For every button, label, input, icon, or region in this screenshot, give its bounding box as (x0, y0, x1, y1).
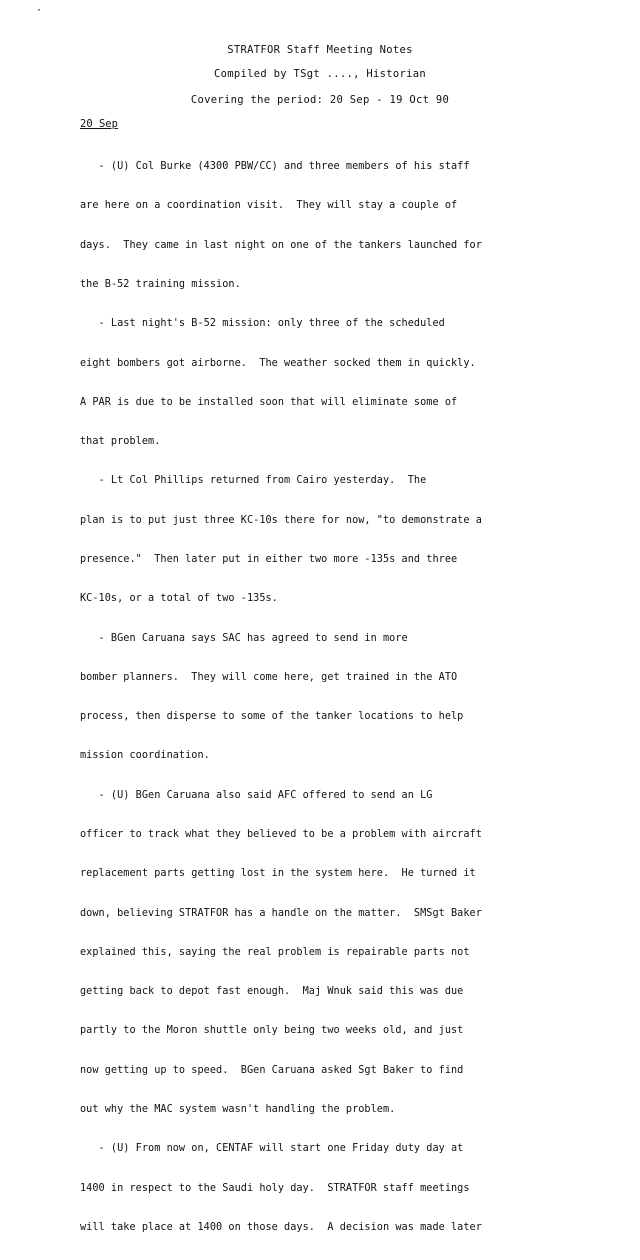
text-line: replacement parts getting lost in the system here. He turned it (80, 868, 476, 880)
corner-mark: · (36, 5, 43, 16)
document-title: STRATFOR Staff Meeting Notes (227, 44, 413, 56)
text-line: now getting up to speed. BGen Caruana asked Sgt Baker to find (80, 1064, 464, 1076)
text-line: process, then disperse to some of the tanker locations to help (80, 711, 464, 723)
text-line: down, believing STRATFOR has a handle on the matter. SMSgt Baker (80, 907, 482, 919)
text-line: - (U) From now on, CENTAF will start one Friday duty day at (80, 1143, 464, 1155)
text-line: plan is to put just three KC-10s there for now, "to demonstrate a (80, 514, 482, 526)
text-line: out why the MAC system wasn't handling the problem. (80, 1103, 396, 1115)
text-line: mission coordination. (80, 750, 210, 762)
text-line: presence." Then later put in either two more -135s and three (80, 554, 458, 565)
text-line: - BGen Caruana says SAC has agreed to send in more (80, 632, 408, 644)
text-line: - (U) Col Burke (4300 PBW/CC) and three members of his staff (80, 161, 470, 173)
text-line: that problem. (80, 436, 161, 448)
text-line: officer to track what they believed to be a problem with aircraft (80, 828, 482, 840)
text-line: - Last night's B-52 mission: only three of the scheduled (80, 318, 445, 330)
text-line: - Lt Col Phillips returned from Cairo yesterday. The (80, 475, 427, 487)
text-line: KC-10s, or a total of two -135s. (80, 593, 278, 605)
text-line: the B-52 training mission. (80, 279, 241, 291)
text-line: bomber planners. They will come here, get trained in the ATO (80, 671, 458, 683)
compiled-by-line: Compiled by TSgt ...., Historian (214, 68, 426, 80)
text-line: days. They came in last night on one of the tankers launched for (80, 239, 482, 251)
text-line: eight bombers got airborne. The weather socked them in quickly. (80, 357, 476, 369)
meeting-notes-body (80, 134, 640, 1260)
covering-period-line: Covering the period: 20 Sep - 19 Oct 90 (190, 94, 450, 106)
text-line: getting back to depot fast enough. Maj Wnuk said this was due (80, 986, 464, 998)
text-line: will take place at 1400 on those days. A decision was made later (80, 1221, 482, 1233)
text-line: 1400 in respect to the Saudi holy day. STRATFOR staff meetings (80, 1182, 470, 1194)
text-line: A PAR is due to be installed soon that will eliminate some of (80, 396, 458, 408)
text-line: partly to the Moron shuttle only being two weeks old, and just (80, 1025, 464, 1037)
section-heading-date: 20 Sep (80, 118, 118, 130)
text-line: are here on a coordination visit. They will stay a couple of (80, 200, 458, 212)
text-line: - (U) BGen Caruana also said AFC offered to send an LG (80, 789, 433, 801)
text-line: explained this, saying the real problem is repairable parts not (80, 946, 470, 958)
